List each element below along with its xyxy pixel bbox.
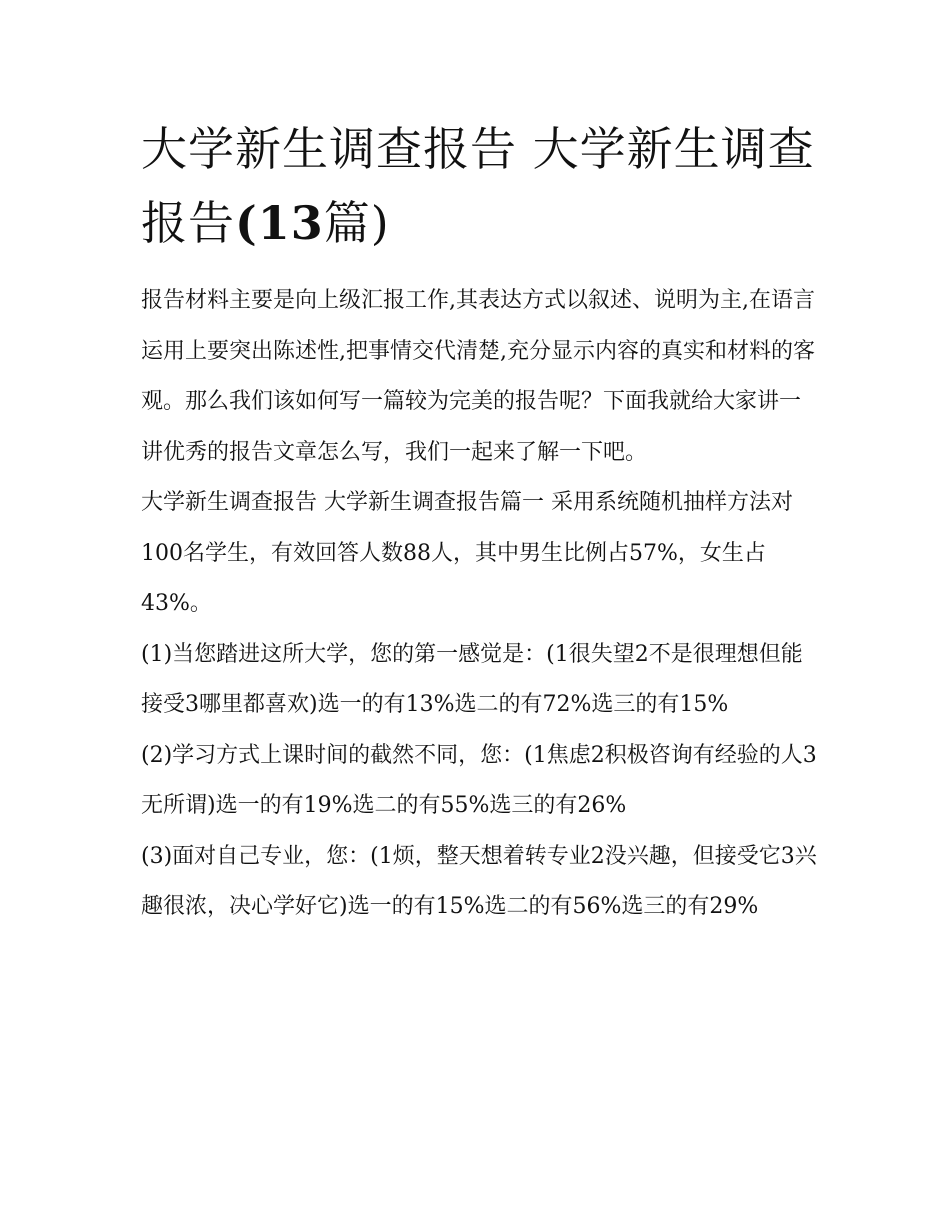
survey-question-3: (3)面对自己专业，您：(1烦，整天想着转专业2没兴趣，但接受它3兴趣很浓，决心学好它)选一的有15%选二的有56%选三的有29%	[141, 843, 817, 919]
survey-question-1: (1)当您踏进这所大学，您的第一感觉是：(1很失望2不是很理想但能接受3哪里都喜欢)选一的有13%选二的有72%选三的有15%	[141, 641, 803, 717]
document-title: 大学新生调查报告 大学新生调查报告(13篇)	[141, 122, 815, 250]
intro-paragraph: 报告材料主要是向上级汇报工作,其表达方式以叙述、说明为主,在语言运用上要突出陈述性,把事情交代清楚,充分显示内容的真实和材料的客观。那么我们该如何写一篇较为完美的报告呢？下面我就给大家讲一讲优秀的报告文章怎么写，我们一起来了解一下吧。	[141, 288, 815, 465]
survey-summary-paragraph: 大学新生调查报告 大学新生调查报告篇一 采用系统随机抽样方法对100名学生，有效回答人数88人，其中男生比例占57%，女生占43%。	[141, 490, 793, 616]
document-body	[141, 112, 821, 933]
title-count: (13	[235, 196, 324, 250]
survey-question-2: (2)学习方式上课时间的截然不同，您：(1焦虑2积极咨询有经验的人3无所谓)选一的有19%选二的有55%选三的有26%	[141, 742, 817, 818]
